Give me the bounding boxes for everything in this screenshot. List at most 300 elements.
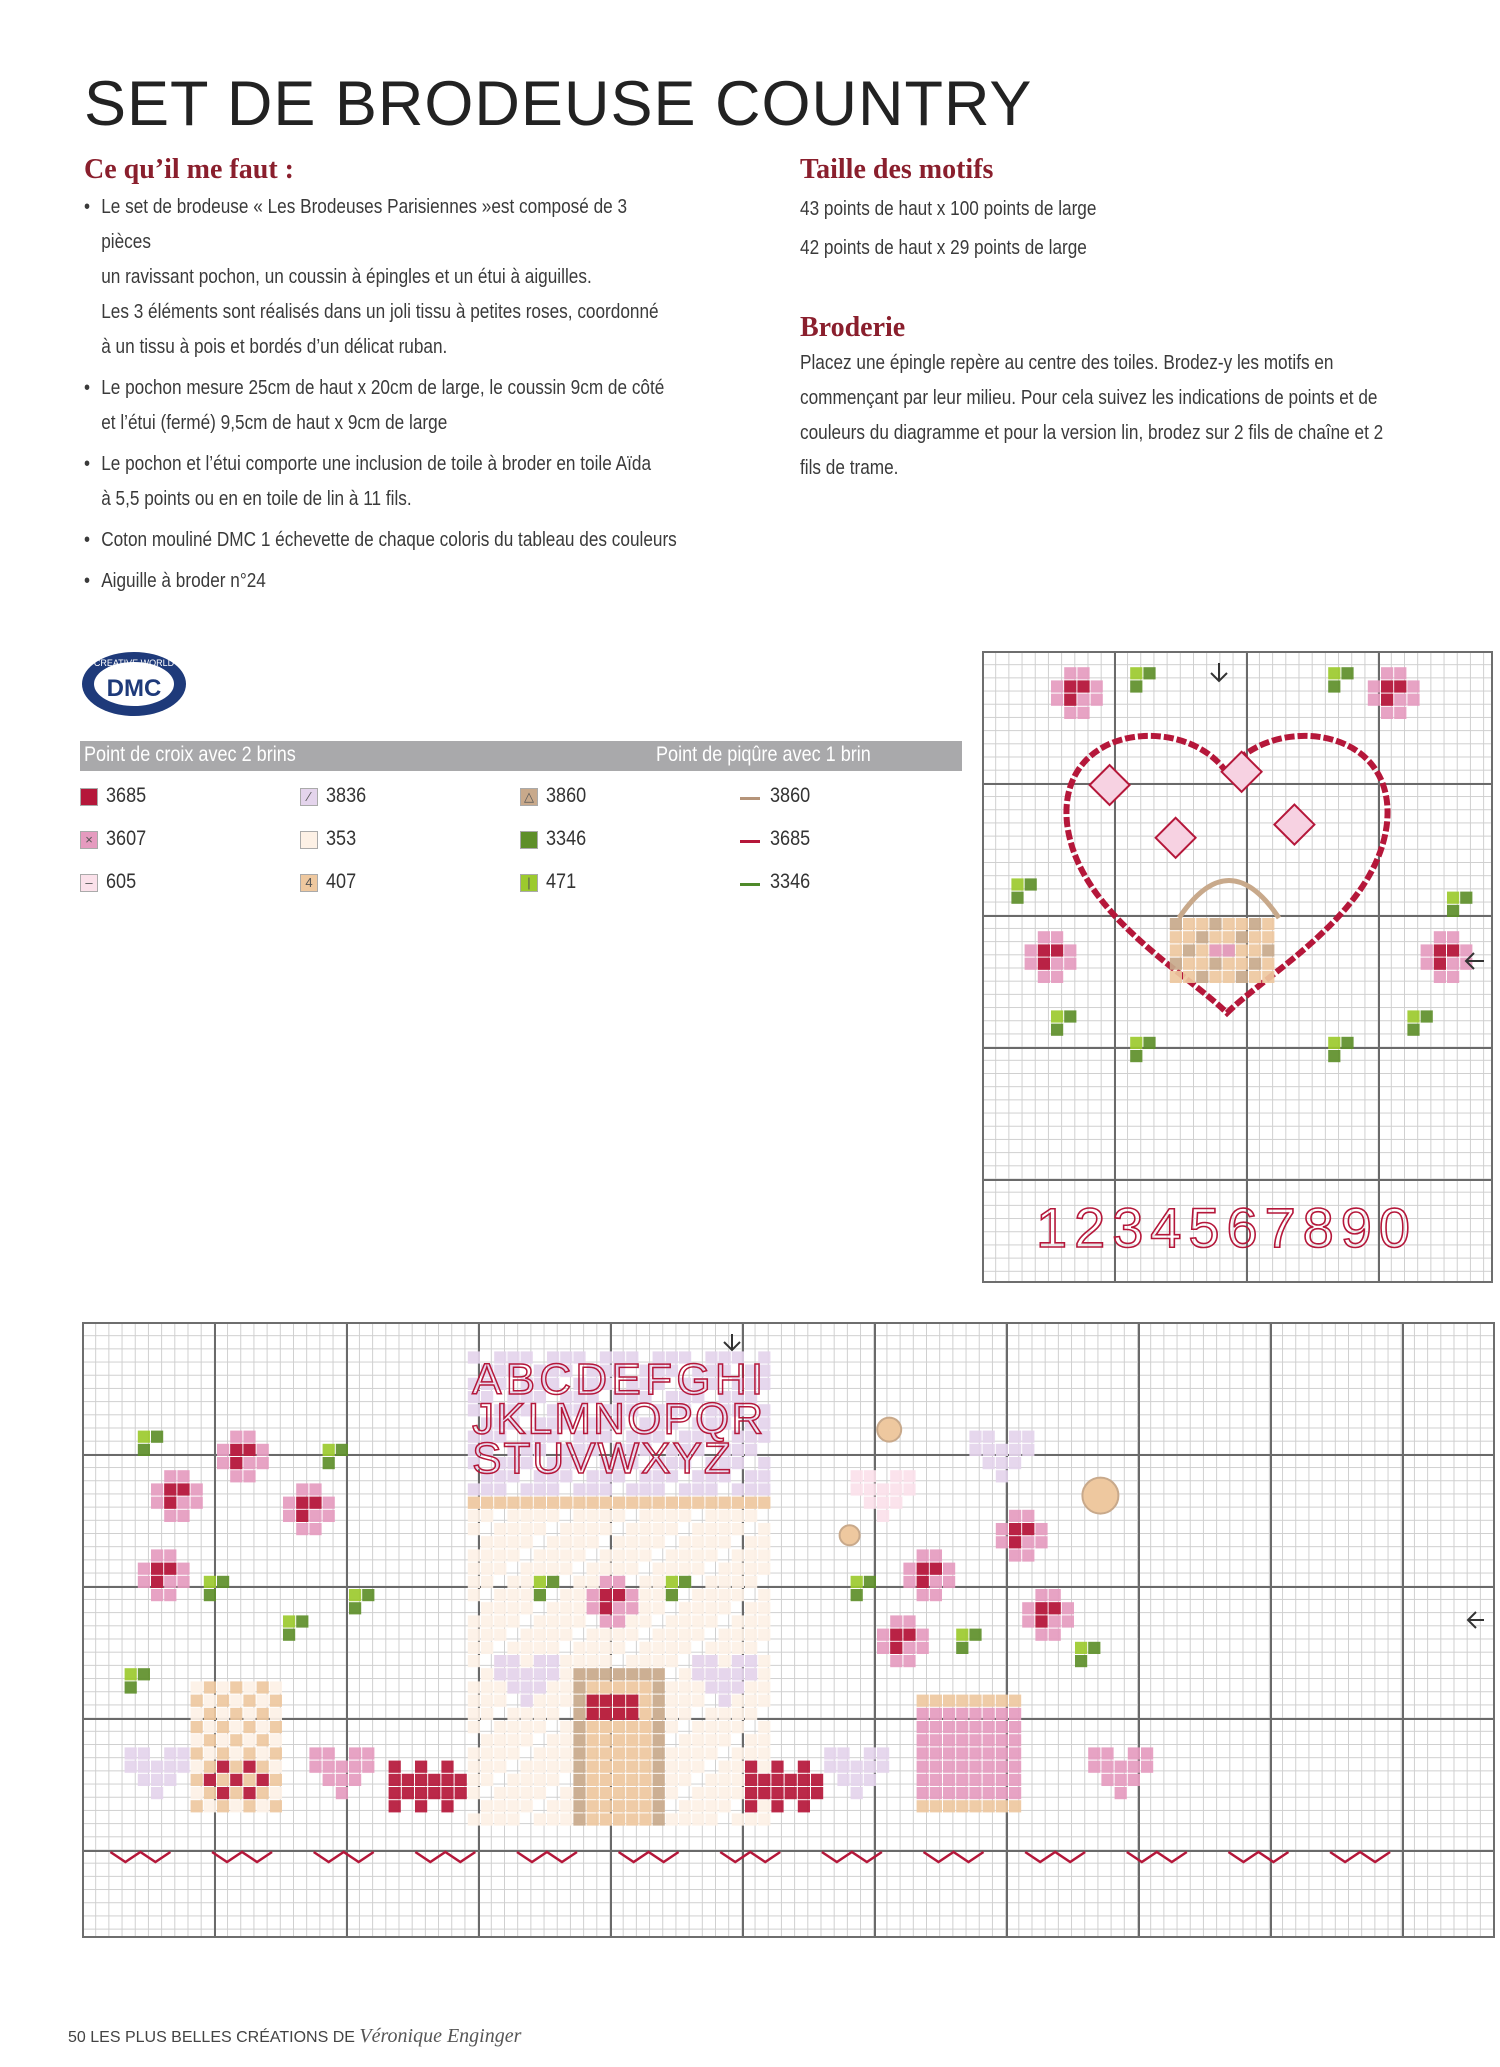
basket-stitch — [1223, 931, 1235, 943]
house-body-stitch — [666, 1655, 678, 1667]
pot-rose-3-petal — [296, 1523, 308, 1535]
leaf — [1130, 667, 1142, 679]
spool-stitch — [996, 1734, 1008, 1746]
spool-stitch — [969, 1734, 981, 1746]
basket-stitch — [1236, 918, 1248, 930]
pot-stitch — [217, 1695, 229, 1707]
heart-deco — [349, 1774, 361, 1786]
heart-deco — [349, 1761, 361, 1773]
roof-stitch — [587, 1483, 599, 1495]
roof-stitch — [494, 1483, 506, 1495]
house-body-stitch — [468, 1655, 480, 1667]
house-body-stitch — [719, 1589, 731, 1601]
door-stitch — [587, 1787, 599, 1799]
house-body-stitch — [705, 1576, 717, 1588]
house-body-stitch — [732, 1510, 744, 1522]
leaf — [1025, 878, 1037, 890]
pot-stitch — [204, 1721, 216, 1733]
leaf — [283, 1629, 295, 1641]
pot-stitch — [257, 1681, 269, 1693]
spool-rose-4-center — [1049, 1602, 1061, 1614]
border-motif-9 — [1025, 1852, 1085, 1862]
heart-deco — [336, 1761, 348, 1773]
door-stitch — [653, 1668, 665, 1680]
house-body-stitch — [560, 1695, 572, 1707]
leaf — [217, 1576, 229, 1588]
house-rose-petal — [626, 1602, 638, 1614]
fence-stitch — [415, 1787, 427, 1799]
door-window — [626, 1695, 638, 1707]
heart-deco — [362, 1747, 374, 1759]
roof-stitch — [732, 1444, 744, 1456]
swatch-label-605: 605 — [106, 870, 137, 893]
roof-stitch — [481, 1483, 493, 1495]
heart-deco — [177, 1761, 189, 1773]
house-body-stitch — [692, 1695, 704, 1707]
fence-stitch — [389, 1774, 401, 1786]
spool-stitch — [983, 1708, 995, 1720]
border-motif-7 — [822, 1852, 882, 1862]
house-body-stitch — [534, 1642, 546, 1654]
spool-rose-4-petal — [1035, 1629, 1047, 1641]
pot-stitch — [204, 1681, 216, 1693]
pot-rose-1-petal — [151, 1483, 163, 1495]
house-body-stitch — [481, 1668, 493, 1680]
house-body-stitch — [758, 1747, 770, 1759]
heart-deco — [323, 1774, 335, 1786]
rose-left-petal — [1038, 971, 1050, 983]
door-stitch — [587, 1668, 599, 1680]
house-body-stitch — [481, 1549, 493, 1561]
house-body-stitch — [705, 1642, 717, 1654]
heart-deco — [151, 1761, 163, 1773]
spool-stitch — [956, 1708, 968, 1720]
house-heart-left — [494, 1668, 506, 1680]
house-rose-petal — [600, 1615, 612, 1627]
rose-left-petal — [1064, 944, 1076, 956]
house-body-stitch — [547, 1642, 559, 1654]
pot-stitch — [230, 1800, 242, 1812]
basket-stitch — [1196, 918, 1208, 930]
house-body-stitch — [560, 1668, 572, 1680]
house-body-stitch — [547, 1510, 559, 1522]
house-body-stitch — [758, 1668, 770, 1680]
spool-stitch — [983, 1761, 995, 1773]
house-body-stitch — [481, 1629, 493, 1641]
door-stitch — [600, 1774, 612, 1786]
leaf — [969, 1629, 981, 1641]
rose-top-left-center — [1077, 680, 1089, 692]
pot-stitch — [243, 1800, 255, 1812]
spool-stitch — [943, 1787, 955, 1799]
spool-rose-3-center — [890, 1642, 902, 1654]
door-stitch — [587, 1734, 599, 1746]
leaf — [1460, 892, 1472, 904]
spool-stitch — [956, 1747, 968, 1759]
border-motif-11 — [1228, 1852, 1288, 1862]
house-body-stitch — [745, 1681, 757, 1693]
pot-stitch — [191, 1747, 203, 1759]
pot-rose-1-petal — [191, 1483, 203, 1495]
pot-stitch — [191, 1695, 203, 1707]
house-body-stitch — [587, 1629, 599, 1641]
heart-deco — [890, 1483, 902, 1495]
house-body-stitch — [719, 1655, 731, 1667]
house-heart-right — [692, 1655, 704, 1667]
house-body-stitch — [719, 1774, 731, 1786]
door-stitch — [626, 1800, 638, 1812]
house-body-stitch — [573, 1655, 585, 1667]
pot-rose-2-petal — [243, 1457, 255, 1469]
house-body-stitch — [534, 1708, 546, 1720]
fence-stitch — [745, 1787, 757, 1799]
leaf — [1143, 667, 1155, 679]
spool-stitch — [943, 1708, 955, 1720]
rose-top-left-petal — [1077, 667, 1089, 679]
house-body-stitch — [639, 1536, 651, 1548]
house-trim — [639, 1497, 651, 1509]
house-body-stitch — [494, 1615, 506, 1627]
basket-stitch — [1249, 931, 1261, 943]
door-stitch — [573, 1721, 585, 1733]
house-body-stitch — [653, 1589, 665, 1601]
door-stitch — [639, 1761, 651, 1773]
heart-deco — [877, 1510, 889, 1522]
house-heart-right — [705, 1655, 717, 1667]
list-item: • Le pochon mesure 25cm de haut x 20cm de large, le coussin 9cm de côté et l’étui (fermé) 9,5cm de haut x 9cm de large — [84, 371, 677, 441]
house-body-stitch — [547, 1681, 559, 1693]
leaf — [1447, 892, 1459, 904]
house-body-stitch — [521, 1774, 533, 1786]
basket-stitch — [1209, 971, 1221, 983]
pot-rose-2-petal — [230, 1431, 242, 1443]
swatch-label-3346: 3346 — [546, 827, 587, 850]
pot-rose-3-center — [296, 1510, 308, 1522]
door-window — [626, 1708, 638, 1720]
house-body-stitch — [547, 1813, 559, 1825]
house-body-stitch — [653, 1576, 665, 1588]
house-body-stitch — [468, 1589, 480, 1601]
house-trim — [600, 1497, 612, 1509]
house-body-stitch — [639, 1576, 651, 1588]
house-body-stitch — [534, 1523, 546, 1535]
spool-stitch — [969, 1708, 981, 1720]
basket-stitch — [1236, 958, 1248, 970]
list-item: • Le pochon et l’étui comporte une inclusion de toile à broder en toile Aïda à 5,5 points ou en en toile de lin à 11 fils. — [84, 447, 677, 517]
basket-stitch — [1249, 958, 1261, 970]
basket-stitch — [1249, 944, 1261, 956]
spool-rose-2-petal — [996, 1523, 1008, 1535]
rose-top-left-petal — [1064, 667, 1076, 679]
heart-deco — [1009, 1444, 1021, 1456]
house-body-stitch — [587, 1655, 599, 1667]
spool-stitch — [917, 1708, 929, 1720]
spool-rose-2-center — [1022, 1523, 1034, 1535]
swatch-label-3607: 3607 — [106, 827, 147, 850]
house-trim — [468, 1497, 480, 1509]
heart-flower-2 — [1156, 818, 1196, 858]
heart-deco — [969, 1431, 981, 1443]
house-body-stitch — [534, 1549, 546, 1561]
pot-stitch — [217, 1721, 229, 1733]
basket-stitch — [1209, 918, 1221, 930]
house-body-stitch — [732, 1523, 744, 1535]
house-body-stitch — [758, 1761, 770, 1773]
house-body-stitch — [587, 1642, 599, 1654]
fence-stitch — [771, 1787, 783, 1799]
pot-rose-1-petal — [177, 1497, 189, 1509]
rose-top-right-petal — [1394, 667, 1406, 679]
leaf — [1130, 1050, 1142, 1062]
door-stitch — [653, 1747, 665, 1759]
house-body-stitch — [666, 1549, 678, 1561]
door-stitch — [573, 1813, 585, 1825]
spool-stitch — [917, 1747, 929, 1759]
spool-rose-1-petal — [917, 1589, 929, 1601]
house-body-stitch — [626, 1655, 638, 1667]
house-trim — [613, 1497, 625, 1509]
house-body-stitch — [745, 1563, 757, 1575]
house-body-stitch — [679, 1708, 691, 1720]
house-body-stitch — [639, 1510, 651, 1522]
spool-rose-1-center — [917, 1563, 929, 1575]
fence-stitch — [771, 1761, 783, 1773]
rose-top-right-petal — [1394, 694, 1406, 706]
house-body-stitch — [719, 1510, 731, 1522]
requirements-heading: Ce qu’il me faut : — [84, 154, 294, 185]
house-body-stitch — [626, 1536, 638, 1548]
pot-stitch — [257, 1695, 269, 1707]
house-body-stitch — [587, 1563, 599, 1575]
pot-rose-3-petal — [283, 1497, 295, 1509]
sizes-text: 43 points de haut x 100 points de large 42 points de haut x 29 points de large — [800, 198, 1097, 259]
footer — [68, 2025, 521, 2048]
basket-stitch — [1196, 971, 1208, 983]
leaf — [1328, 1050, 1340, 1062]
rose-top-left-center — [1064, 680, 1076, 692]
leaf — [1051, 1010, 1063, 1022]
house-body-stitch — [547, 1629, 559, 1641]
basket-stitch — [1236, 944, 1248, 956]
heart-deco — [309, 1761, 321, 1773]
basket-stitch — [1236, 931, 1248, 943]
house-body-stitch — [692, 1721, 704, 1733]
basket-stitch — [1196, 958, 1208, 970]
leaf — [138, 1444, 150, 1456]
button — [1082, 1478, 1118, 1514]
house-body-stitch — [719, 1629, 731, 1641]
house-body-stitch — [705, 1589, 717, 1601]
heart-deco — [824, 1761, 836, 1773]
house-body-stitch — [679, 1774, 691, 1786]
house-body-stitch — [481, 1800, 493, 1812]
house-body-stitch — [507, 1721, 519, 1733]
heart-deco — [864, 1470, 876, 1482]
pot-rose-2-center — [230, 1457, 242, 1469]
house-body-stitch — [494, 1536, 506, 1548]
pot-rose-3-petal — [283, 1510, 295, 1522]
door-stitch — [600, 1813, 612, 1825]
house-body-stitch — [692, 1747, 704, 1759]
house-heart-left — [507, 1655, 519, 1667]
spool-stitch — [930, 1787, 942, 1799]
leaf — [1328, 667, 1340, 679]
rose-top-right-petal — [1381, 707, 1393, 719]
house-body-stitch — [468, 1642, 480, 1654]
rose-top-left-petal — [1077, 707, 1089, 719]
house-body-stitch — [692, 1787, 704, 1799]
door-stitch — [587, 1761, 599, 1773]
basket-stitch — [1236, 971, 1248, 983]
basket-stitch — [1223, 971, 1235, 983]
house-body-stitch — [705, 1734, 717, 1746]
fence-stitch — [745, 1800, 757, 1812]
house-body-stitch — [573, 1589, 585, 1601]
backstitch-line-3346 — [740, 883, 760, 886]
house-body-stitch — [745, 1615, 757, 1627]
leaf — [666, 1589, 678, 1601]
house-body-stitch — [758, 1615, 770, 1627]
pot-check — [243, 1761, 255, 1773]
swatch-symbol: | — [527, 875, 531, 890]
spool-stitch — [943, 1774, 955, 1786]
basket-stitch — [1196, 944, 1208, 956]
spool-stitch — [1009, 1787, 1021, 1799]
fence-stitch — [415, 1761, 427, 1773]
house-body-stitch — [600, 1549, 612, 1561]
house-body-stitch — [507, 1813, 519, 1825]
heart-deco — [151, 1774, 163, 1786]
heart-flower-1 — [1222, 752, 1262, 792]
house-body-stitch — [692, 1563, 704, 1575]
house-body-stitch — [507, 1642, 519, 1654]
pot-stitch — [191, 1774, 203, 1786]
heart-deco — [164, 1747, 176, 1759]
house-body-stitch — [534, 1747, 546, 1759]
house-body-stitch — [745, 1642, 757, 1654]
house-body-stitch — [481, 1708, 493, 1720]
heart-deco — [837, 1761, 849, 1773]
heart-deco — [877, 1747, 889, 1759]
house-body-stitch — [547, 1602, 559, 1614]
leaf — [349, 1602, 361, 1614]
swatch-3836 — [300, 788, 318, 806]
house-body-stitch — [679, 1761, 691, 1773]
leaf — [534, 1589, 546, 1601]
fence-stitch — [415, 1774, 427, 1786]
fence-stitch — [389, 1800, 401, 1812]
house-body-stitch — [481, 1602, 493, 1614]
door-stitch — [626, 1761, 638, 1773]
spool-rose-2-petal — [1009, 1510, 1021, 1522]
heart-deco — [1088, 1761, 1100, 1773]
spool-rose-2-petal — [1009, 1549, 1021, 1561]
heart-deco — [138, 1774, 150, 1786]
basket-heart — [1223, 944, 1235, 956]
heart-deco — [1115, 1761, 1127, 1773]
heart-deco — [1101, 1747, 1113, 1759]
house-body-stitch — [547, 1708, 559, 1720]
border-motif-2 — [314, 1852, 374, 1862]
rose-top-right-center — [1381, 680, 1393, 692]
roof-stitch — [732, 1457, 744, 1469]
spool-rose-2-petal — [1035, 1523, 1047, 1535]
roof-stitch — [600, 1483, 612, 1495]
heart-deco — [1128, 1747, 1140, 1759]
house-rose-center — [600, 1602, 612, 1614]
heart-deco — [177, 1747, 189, 1759]
rose-top-right-petal — [1407, 680, 1419, 692]
pot-rose-1-petal — [164, 1510, 176, 1522]
spool-stitch — [1009, 1708, 1021, 1720]
heart-deco — [983, 1444, 995, 1456]
leaf — [1407, 1010, 1419, 1022]
backstitch-line-3685 — [740, 840, 760, 843]
spool-rose-4-center — [1035, 1602, 1047, 1614]
pot-stitch — [230, 1747, 242, 1759]
house-body-stitch — [600, 1642, 612, 1654]
spool-stitch — [956, 1695, 968, 1707]
leaf — [1011, 892, 1023, 904]
swatch-symbol: 4 — [305, 875, 313, 890]
house-heart-right — [732, 1655, 744, 1667]
house-body-stitch — [481, 1615, 493, 1627]
pot-stitch — [270, 1747, 282, 1759]
backstitch-label-3860: 3860 — [770, 784, 811, 807]
basket-stitch — [1209, 931, 1221, 943]
spool-stitch — [956, 1721, 968, 1733]
house-body-stitch — [573, 1642, 585, 1654]
leaf — [296, 1615, 308, 1627]
leaf — [679, 1576, 691, 1588]
house-body-stitch — [600, 1523, 612, 1535]
roof-stitch — [745, 1483, 757, 1495]
house-body-stitch — [639, 1642, 651, 1654]
house-body-stitch — [560, 1615, 572, 1627]
pot-rose-3-petal — [309, 1510, 321, 1522]
door-stitch — [587, 1747, 599, 1759]
border-motif-1 — [212, 1852, 272, 1862]
house-heart-left — [534, 1681, 546, 1693]
pot-stitch — [204, 1695, 216, 1707]
house-body-stitch — [481, 1536, 493, 1548]
leaf — [534, 1576, 546, 1588]
heart-deco — [969, 1444, 981, 1456]
swatch-label-471: 471 — [546, 870, 577, 893]
house-trim — [653, 1497, 665, 1509]
house-body-stitch — [481, 1563, 493, 1575]
basket-stitch — [1196, 931, 1208, 943]
house-body-stitch — [666, 1523, 678, 1535]
pot-rose-4-petal — [164, 1576, 176, 1588]
pot-stitch — [243, 1708, 255, 1720]
house-body-stitch — [745, 1813, 757, 1825]
house-body-stitch — [507, 1734, 519, 1746]
leaf — [1011, 878, 1023, 890]
heart-deco — [1115, 1787, 1127, 1799]
pot-stitch — [270, 1787, 282, 1799]
leaf — [362, 1589, 374, 1601]
center-arrow-top — [1211, 663, 1227, 681]
fence-stitch — [389, 1787, 401, 1799]
house-body-stitch — [534, 1695, 546, 1707]
spool-rose-2-petal — [1022, 1510, 1034, 1522]
roof-stitch — [679, 1483, 691, 1495]
house-heart-right — [719, 1668, 731, 1680]
door-stitch — [613, 1813, 625, 1825]
house-body-stitch — [521, 1787, 533, 1799]
heart-deco — [996, 1444, 1008, 1456]
